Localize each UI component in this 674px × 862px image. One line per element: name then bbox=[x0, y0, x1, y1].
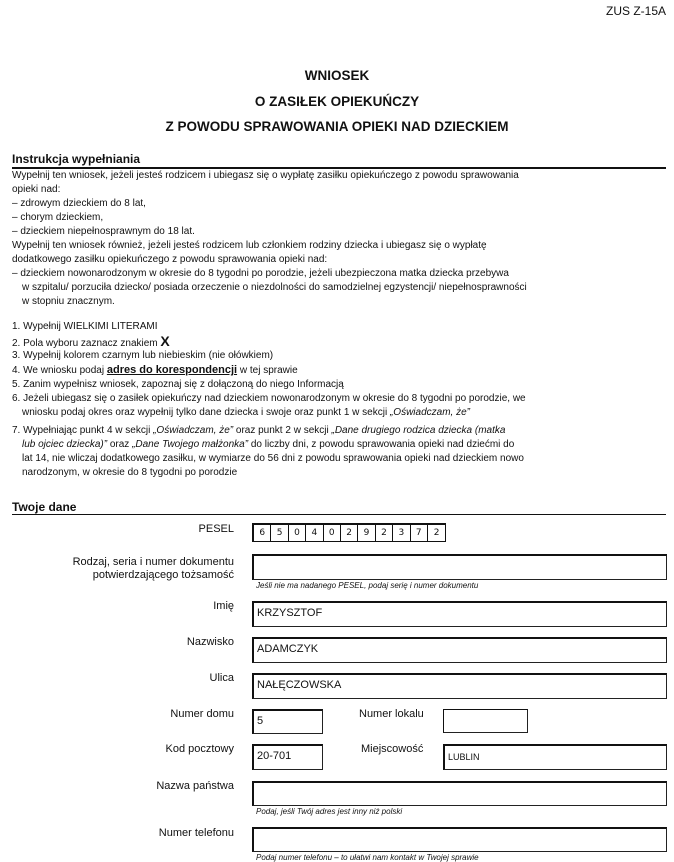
apartment-number-field[interactable] bbox=[443, 709, 528, 733]
step-7-section-ref: lub ojciec dziecka)” bbox=[22, 439, 108, 450]
instruction-intro-line: – dzieckiem nowonarodzonym w okresie do 8 tygodni po porodzie, jeżeli ubezpieczona matka dziecka przebywa bbox=[12, 268, 509, 279]
id-document-label-line-1: Rodzaj, seria i numer dokumentu bbox=[72, 556, 234, 568]
pesel-digit[interactable]: 6 bbox=[254, 525, 271, 541]
instruction-step-6-line-1: 6. Jeżeli ubiegasz się o zasiłek opiekuńczy nad dzieckiem nowonarodzonym w okresie do 8 tygodni po porodzie, we bbox=[12, 393, 526, 404]
first-name-label: Imię bbox=[213, 600, 234, 612]
instruction-step-3: 3. Wypełnij kolorem czarnym lub niebieskim (nie ołówkiem) bbox=[12, 350, 274, 361]
house-number-field[interactable]: 5 bbox=[252, 709, 323, 734]
street-label: Ulica bbox=[209, 672, 234, 684]
step-6-text: wniosku podaj okres oraz wypełnij tylko dane dziecka i swoje oraz punkt 1 w sekcji bbox=[22, 407, 390, 418]
instruction-intro-line: Wypełnij ten wniosek, jeżeli jesteś rodzicem i ubiegasz się o wypłatę zasiłku opiekuńczego z powodu sprawowania bbox=[12, 170, 519, 181]
instruction-intro-line: – chorym dzieckiem, bbox=[12, 212, 104, 223]
first-name-field[interactable]: KRZYSZTOF bbox=[252, 601, 667, 627]
instruction-step-7-line-3: lat 14, nie wliczaj dodatkowego zasiłku, w wymiarze do 56 dni z powodu sprawowania opieki nad dzieckiem nowo bbox=[22, 453, 524, 464]
city-label: Miejscowość bbox=[361, 743, 424, 755]
house-number-label: Numer domu bbox=[170, 708, 234, 720]
pesel-label: PESEL bbox=[198, 523, 234, 535]
step-7-text: oraz punkt 2 w sekcji bbox=[233, 425, 332, 436]
title-line-1: WNIOSEK bbox=[304, 68, 370, 83]
step-6-section-ref: „Oświadczam, że” bbox=[389, 407, 470, 418]
phone-label: Numer telefonu bbox=[158, 827, 234, 839]
id-document-label bbox=[73, 556, 234, 582]
postal-code-label: Kod pocztowy bbox=[165, 743, 234, 755]
step-2-text: 2. Pola wyboru zaznacz znakiem bbox=[12, 338, 161, 349]
instruction-intro-line: – zdrowym dzieckiem do 8 lat, bbox=[12, 198, 146, 209]
form-code: ZUS Z-15A bbox=[605, 4, 666, 18]
step-4-suffix: w tej sprawie bbox=[237, 365, 298, 376]
pesel-digit[interactable]: 2 bbox=[376, 525, 393, 541]
title-line-2: O ZASIŁEK OPIEKUŃCZY bbox=[254, 94, 420, 109]
step-7-text: 7. Wypełniając punkt 4 w sekcji bbox=[12, 425, 154, 436]
pesel-digit[interactable]: 2 bbox=[433, 528, 440, 538]
instruction-step-5: 5. Zanim wypełnisz wniosek, zapoznaj się z dołączoną do niego Informacją bbox=[12, 379, 344, 390]
instruction-step-2 bbox=[12, 335, 170, 350]
pesel-digit[interactable]: 5 bbox=[271, 525, 288, 541]
instruction-intro-line: dodatkowego zasiłku opiekuńczego z powodu sprawowania opieki nad: bbox=[12, 254, 328, 265]
step-7-section-ref: „Oświadczam, że” bbox=[153, 425, 234, 436]
pesel-digit[interactable]: 3 bbox=[393, 525, 410, 541]
pesel-digit[interactable]: 9 bbox=[358, 525, 375, 541]
phone-hint: Podaj numer telefonu – to ułatwi nam kontakt w Twojej sprawie bbox=[256, 853, 479, 862]
your-data-heading: Twoje dane bbox=[12, 500, 77, 514]
instruction-intro-line: w stopniu znacznym. bbox=[22, 296, 115, 307]
instruction-step-7-line-2 bbox=[22, 439, 514, 451]
instruction-step-7-line-1 bbox=[12, 425, 505, 437]
your-data-rule bbox=[12, 514, 666, 515]
pesel-digit[interactable]: 7 bbox=[411, 525, 428, 541]
city-field[interactable]: LUBLIN bbox=[443, 744, 667, 770]
street-field[interactable]: NAŁĘCZOWSKA bbox=[252, 673, 667, 699]
instruction-step-4 bbox=[12, 364, 298, 377]
pesel-digit[interactable]: 0 bbox=[289, 525, 306, 541]
instruction-intro-line: – dzieckiem niepełnosprawnym do 18 lat. bbox=[12, 226, 195, 237]
last-name-label: Nazwisko bbox=[186, 636, 234, 648]
step-7-text: do liczby dni, z powodu sprawowania opieki nad dziećmi do bbox=[248, 439, 515, 450]
instruction-intro-line: Wypełnij ten wniosek również, jeżeli jesteś rodzicem lub członkiem rodziny dziecka i ubiegasz się o wypłatę bbox=[12, 240, 487, 251]
instruction-intro-line: opieki nad: bbox=[12, 184, 61, 195]
postal-code-field[interactable]: 20-701 bbox=[252, 744, 323, 770]
pesel-digit[interactable]: 0 bbox=[324, 525, 341, 541]
id-document-hint: Jeśli nie ma nadanego PESEL, podaj serię i numer dokumentu bbox=[256, 581, 479, 590]
id-document-label-line-2: potwierdzającego tożsamość bbox=[92, 569, 234, 581]
title-line-3: Z POWODU SPRAWOWANIA OPIEKI NAD DZIECKIEM bbox=[165, 119, 509, 134]
instructions-rule bbox=[12, 167, 666, 169]
country-hint: Podaj, jeśli Twój adres jest inny niż polski bbox=[256, 807, 403, 816]
apartment-number-label: Numer lokalu bbox=[359, 708, 424, 720]
pesel-digit[interactable]: 2 bbox=[341, 525, 358, 541]
step-7-section-ref: „Dane drugiego rodzica dziecka (matka bbox=[331, 425, 506, 436]
instructions-heading: Instrukcja wypełniania bbox=[12, 152, 141, 166]
instruction-step-6-line-2 bbox=[22, 407, 470, 419]
last-name-field[interactable]: ADAMCZYK bbox=[252, 637, 667, 663]
phone-field[interactable] bbox=[252, 827, 667, 852]
pesel-input[interactable] bbox=[252, 523, 446, 542]
instruction-step-1: 1. Wypełnij WIELKIMI LITERAMI bbox=[12, 321, 158, 332]
instruction-step-7-line-4: narodzonym, w okresie do 8 tygodni po porodzie bbox=[22, 467, 238, 478]
pesel-digit[interactable]: 4 bbox=[306, 525, 323, 541]
instruction-intro-line: w szpitalu/ porzuciła dziecko/ posiada orzeczenie o niezdolności do samodzielnej egzystencji/ niepełnosprawności bbox=[22, 282, 527, 293]
step-7-section-ref: „Dane Twojego małżonka” bbox=[132, 439, 249, 450]
x-mark: X bbox=[160, 333, 170, 349]
step-4-text: 4. We wniosku podaj bbox=[12, 365, 107, 376]
country-field[interactable] bbox=[252, 781, 667, 806]
id-document-field[interactable] bbox=[252, 554, 667, 580]
country-label: Nazwa państwa bbox=[156, 780, 234, 792]
correspondence-address-emphasis: adres do korespondencji bbox=[106, 364, 238, 376]
step-7-text: oraz bbox=[107, 439, 133, 450]
